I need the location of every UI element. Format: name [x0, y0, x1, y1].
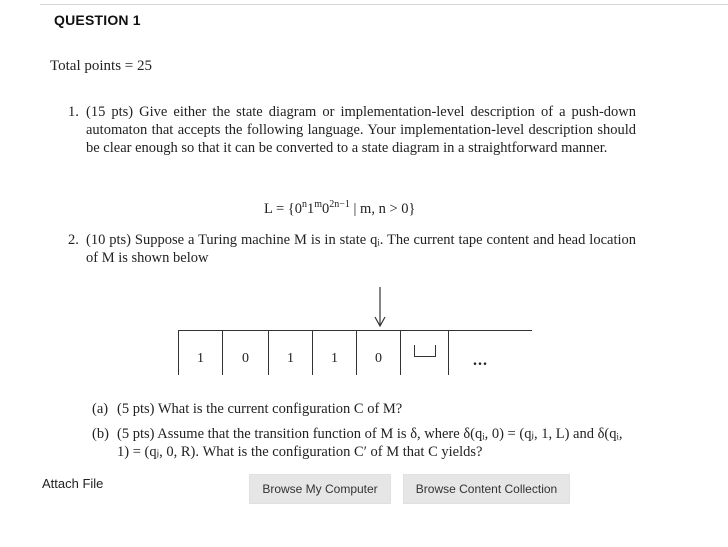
total-points: Total points = 25: [50, 58, 152, 74]
browse-content-collection-button[interactable]: Browse Content Collection: [403, 474, 570, 504]
problem-2: [68, 231, 636, 267]
subquestion-a-text: (5 pts) What is the current configuration C of M?: [117, 401, 403, 417]
tape-cell: 0: [356, 331, 400, 375]
subquestion-b-text: (5 pts) Assume that the transition function of M is δ, where δ(qᵢ, 0) = (qⱼ, 1, L) and δ(qᵢ, 1) = (qⱼ, 0, R). What is the configuration C′ of M that C yields?: [117, 426, 623, 460]
problem-2-number: 2.: [68, 232, 79, 248]
tape-head-arrow-icon: [373, 287, 387, 327]
subquestion-a: [92, 400, 632, 418]
problem-1-text: (15 pts) Give either the state diagram or implementation-level description of a push-down automaton that accepts the following language. Your implementation-level description should be clear enough so that it can be converted to a state diagram in a straightforward manner.: [86, 104, 636, 156]
tape-cell-end: [448, 331, 449, 375]
attach-file-label: Attach File: [42, 476, 104, 491]
subquestion-b: [92, 425, 637, 461]
browse-my-computer-button[interactable]: Browse My Computer: [249, 474, 391, 504]
blank-symbol-icon: [414, 345, 436, 357]
problem-2-text: (10 pts) Suppose a Turing machine M is in state qᵢ. The current tape content and head location of M is shown below: [86, 232, 636, 266]
problem-1-number: 1.: [68, 104, 79, 120]
subquestion-a-label: (a): [92, 401, 109, 417]
language-formula: $L = \{0^n1^m0^{2n-1}$ | m, n > 0}: [264, 199, 416, 217]
problem-1: [68, 103, 636, 157]
tape-cell: 1: [178, 331, 222, 375]
tape-cell: 1: [268, 331, 312, 375]
top-divider: [40, 4, 728, 5]
tape-cell-blank: [400, 331, 448, 375]
subquestion-b-label: (b): [92, 426, 109, 442]
tape-cell: 0: [222, 331, 268, 375]
tape-cell: 1: [312, 331, 356, 375]
tape-ellipsis: ...: [473, 352, 488, 369]
question-title: QUESTION 1: [54, 12, 141, 28]
